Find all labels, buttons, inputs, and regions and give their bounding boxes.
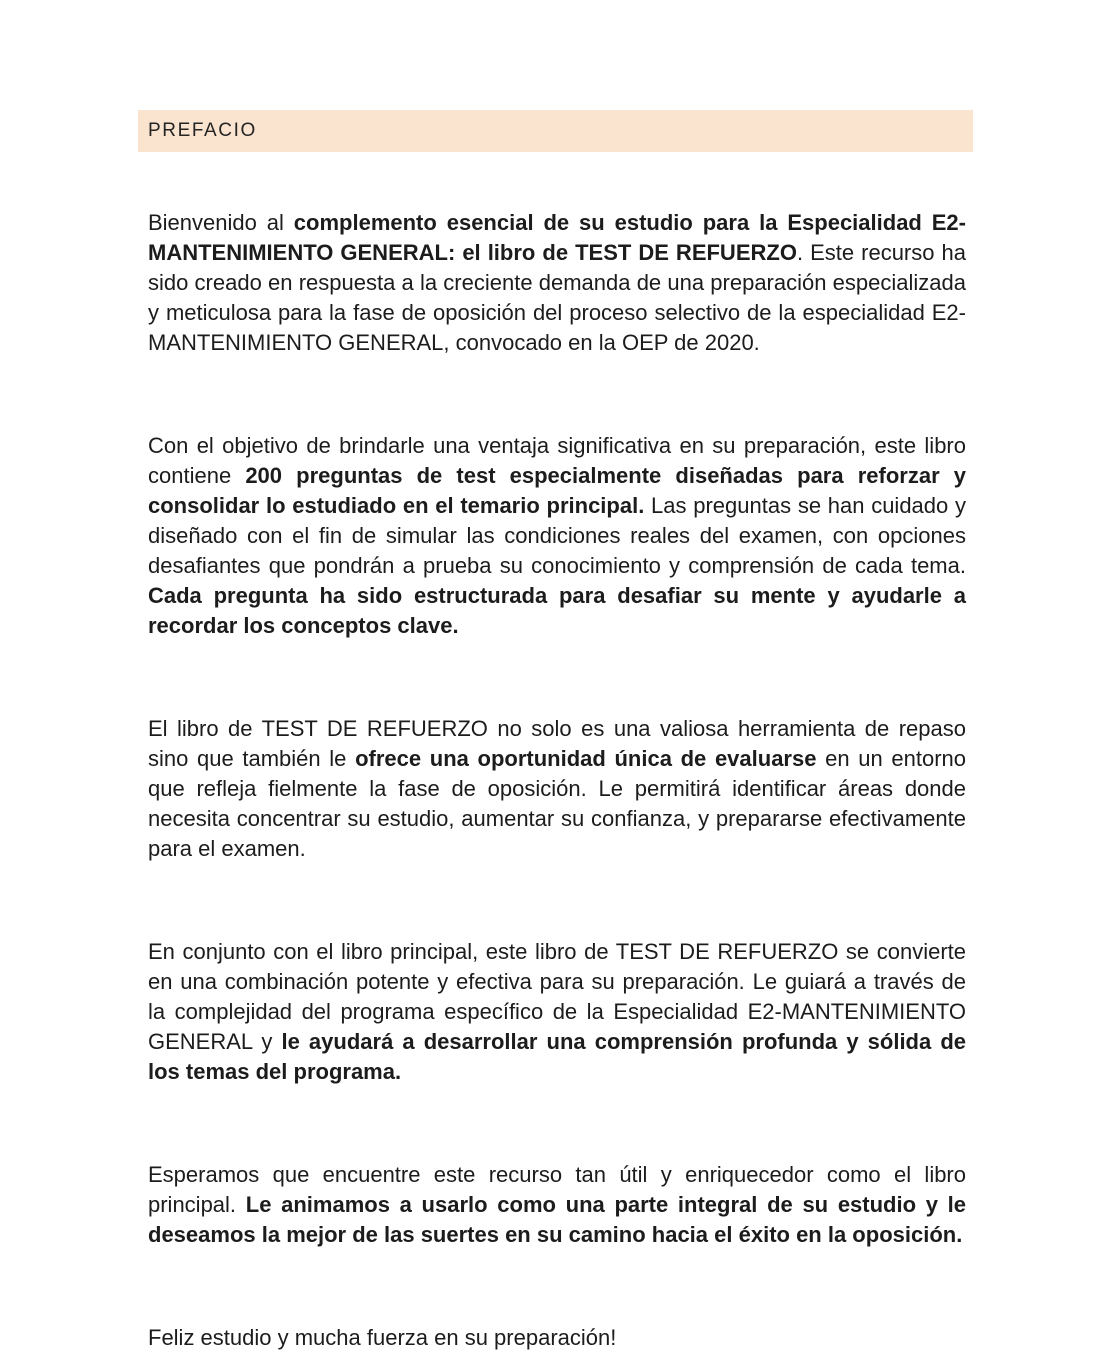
text-segment: Las preguntas se han cuidado y diseñado con el fin de simular las condiciones reales del examen, con opciones desafiantes que pondrán a prueba su conocimiento y comprensión de cada tema.: [148, 493, 966, 578]
bold-text-segment: le ayudará a desarrollar una comprensión profunda y sólida de los temas del programa.: [148, 1029, 966, 1084]
bold-text-segment: 200 preguntas de test especialmente diseñadas para reforzar y consolidar lo estudiado en el temario principal.: [148, 463, 966, 518]
text-segment: Bienvenido al: [148, 210, 294, 235]
paragraph-closing: [148, 1323, 966, 1353]
bold-text-segment: complemento esencial de su estudio para la Especialidad E2-MANTENIMIENTO GENERAL: el libro de TEST DE REFUERZO: [148, 210, 966, 265]
section-heading-bar: [138, 110, 973, 152]
paragraph-encouragement: [148, 1160, 966, 1250]
paragraph-combination: [148, 937, 966, 1087]
text-segment: Feliz estudio y mucha fuerza en su preparación!: [148, 1325, 617, 1350]
text-segment: en un entorno que refleja fielmente la fase de oposición. Le permitirá identificar áreas donde necesita concentrar su estudio, aumentar su confianza, y prepararse efectivamente para el examen.: [148, 746, 966, 861]
text-segment: En conjunto con el libro principal, este libro de TEST DE REFUERZO se convierte en una combinación potente y efectiva para su preparación. Le guiará a través de la complejidad del programa específico de la Especialidad E2-MANTENIMIENTO GENERAL y: [148, 939, 966, 1054]
paragraph-objective: [148, 431, 966, 641]
bold-text-segment: ofrece una oportunidad única de evaluarse: [355, 746, 817, 771]
bold-text-segment: Cada pregunta ha sido estructurada para desafiar su mente y ayudarle a recordar los conceptos clave.: [148, 583, 966, 638]
text-segment: Con el objetivo de brindarle una ventaja significativa en su preparación, este libro contiene: [148, 433, 966, 488]
document-body: [148, 208, 966, 1353]
text-segment: . Este recurso ha sido creado en respuesta a la creciente demanda de una preparación especializada y meticulosa para la fase de oposición del proceso selectivo de la especialidad E2-MANTENIMIENTO GENERAL, convocado en la OEP de 2020.: [148, 240, 966, 355]
paragraph-welcome: [148, 208, 966, 358]
bold-text-segment: Le animamos a usarlo como una parte integral de su estudio y le deseamos la mejor de las suertes en su camino hacia el éxito en la oposición.: [148, 1192, 967, 1247]
paragraph-evaluation: [148, 714, 966, 864]
text-segment: Esperamos que encuentre este recurso tan útil y enriquecedor como el libro principal.: [148, 1162, 966, 1217]
section-heading: PREFACIO: [148, 120, 257, 141]
text-segment: El libro de TEST DE REFUERZO no solo es una valiosa herramienta de repaso sino que también le: [148, 716, 966, 771]
